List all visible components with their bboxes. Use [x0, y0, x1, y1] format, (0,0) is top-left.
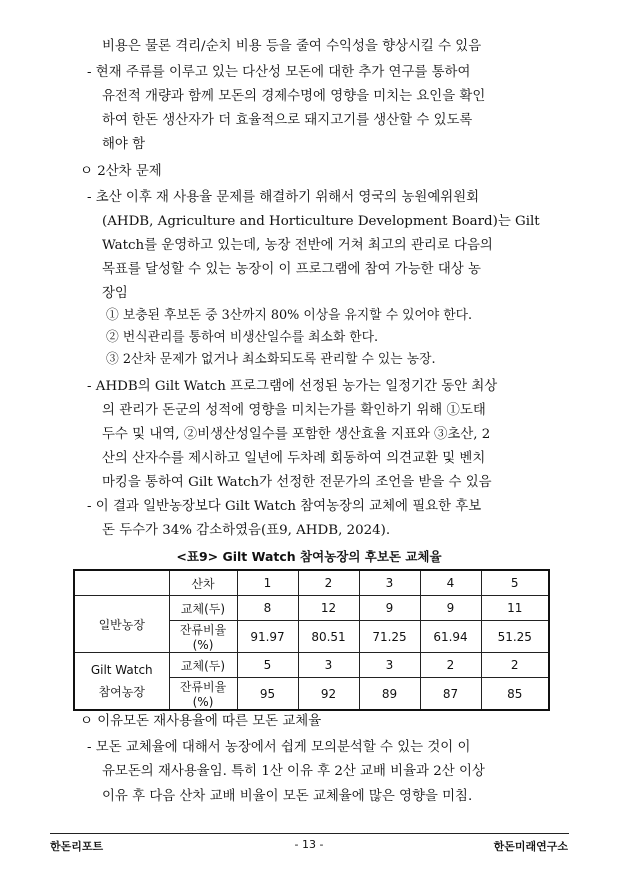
table-cell: 80.51 — [298, 621, 359, 653]
table-cell: 87 — [420, 678, 481, 711]
table-cell: 2 — [481, 653, 549, 678]
text-line: 의 관리가 돈군의 성적에 영향을 미치는가를 확인하기 위해 ①도태 — [102, 403, 486, 418]
table-cell: 8 — [237, 596, 298, 621]
table-header-cell: 5 — [481, 570, 549, 596]
table-header-cell: 1 — [237, 570, 298, 596]
table-cell: 92 — [298, 678, 359, 711]
table-cell: 3 — [359, 653, 420, 678]
text-line: - 현재 주류를 이루고 있는 다산성 모돈에 대한 추가 연구를 통하여 — [87, 65, 471, 80]
table-cell: 71.25 — [359, 621, 420, 653]
group-name-line: Gilt Watch — [90, 663, 153, 677]
text-line: 산의 산자수를 제시하고 일년에 두차례 회동하여 의견교환 및 벤치 — [102, 451, 486, 466]
text-line: 유전적 개량과 함께 모돈의 경제수명에 영향을 미치는 요인을 확인 — [102, 89, 486, 104]
page-number: - 13 - — [294, 838, 324, 851]
table-row-label: 잔류비율(%) — [169, 678, 237, 711]
numbered-item: ③ 2산차 문제가 없거나 최소화되도록 관리할 수 있는 농장. — [106, 352, 436, 367]
table-row-label: 교체(두) — [169, 653, 237, 678]
table-group-cell — [74, 653, 169, 711]
data-table — [73, 569, 550, 711]
table-cell: 91.97 — [237, 621, 298, 653]
text-line: 장임 — [102, 286, 128, 301]
table-header-cell: 산차 — [169, 570, 237, 596]
table-header-row — [74, 570, 549, 596]
table-cell: 9 — [420, 596, 481, 621]
table-cell: 5 — [237, 653, 298, 678]
table-row-label: 교체(두) — [169, 596, 237, 621]
table-caption: <표9> Gilt Watch 참여농장의 후보돈 교체율 — [176, 549, 442, 564]
table-cell: 12 — [298, 596, 359, 621]
text-line: (AHDB, Agriculture and Horticulture Development Board)는 Gilt — [102, 214, 540, 229]
table-corner-cell — [74, 570, 169, 596]
text-line: 마킹을 통하여 Gilt Watch가 선정한 전문가의 조언을 받을 수 있음 — [102, 475, 492, 490]
text-line: 해야 함 — [102, 137, 146, 152]
text-line: 하여 한돈 생산자가 더 효율적으로 돼지고기를 생산할 수 있도록 — [102, 113, 473, 128]
text-line: - 모돈 교체율에 대해서 농장에서 쉽게 모의분석할 수 있는 것이 이 — [87, 740, 471, 755]
section-heading: ㅇ 2산차 문제 — [80, 164, 162, 179]
group-name-line: 참여농장 — [98, 685, 145, 699]
table-row — [74, 596, 549, 621]
text-line: 이유 후 다음 산차 교배 비율이 모돈 교체율에 많은 영향을 미침. — [102, 789, 473, 804]
footer-right: 한돈미래연구소 — [493, 840, 568, 853]
footer-divider — [50, 833, 569, 834]
table-cell: 51.25 — [481, 621, 549, 653]
table-cell: 95 — [237, 678, 298, 711]
table-header-cell: 3 — [359, 570, 420, 596]
table-row — [74, 653, 549, 678]
numbered-item: ② 번식관리를 통하여 비생산일수를 최소화 한다. — [106, 330, 379, 345]
section-heading: ㅇ 이유모돈 재사용율에 따른 모돈 교체율 — [80, 714, 322, 729]
table-cell: 9 — [359, 596, 420, 621]
text-line: - 이 결과 일반농장보다 Gilt Watch 참여농장의 교체에 필요한 후보 — [87, 499, 482, 514]
numbered-item: ① 보충된 후보돈 중 3산까지 80% 이상을 유지할 수 있어야 한다. — [106, 308, 473, 323]
text-line: - AHDB의 Gilt Watch 프로그램에 선정된 농가는 일정기간 동안 최상 — [87, 379, 498, 394]
table-cell: 61.94 — [420, 621, 481, 653]
table-row-label: 잔류비율(%) — [169, 621, 237, 653]
text-line: 목표를 달성할 수 있는 농장이 이 프로그램에 참여 가능한 대상 농 — [102, 262, 481, 277]
text-line: 비용은 물론 격리/순치 비용 등을 줄여 수익성을 향상시킬 수 있음 — [102, 39, 482, 54]
text-line: - 초산 이후 재 사용율 문제를 해결하기 위해서 영국의 농원예위원회 — [87, 190, 480, 205]
table-cell: 11 — [481, 596, 549, 621]
table-cell: 3 — [298, 653, 359, 678]
table-header-cell: 2 — [298, 570, 359, 596]
text-line: 돈 두수가 34% 감소하였음(표9, AHDB, 2024). — [102, 523, 391, 538]
table-cell: 2 — [420, 653, 481, 678]
table-header-cell: 4 — [420, 570, 481, 596]
table-cell: 89 — [359, 678, 420, 711]
text-line: 유모돈의 재사용율임. 특히 1산 이유 후 2산 교배 비율과 2산 이상 — [102, 764, 485, 779]
table-cell: 85 — [481, 678, 549, 711]
text-line: 두수 및 내역, ②비생산성일수를 포함한 생산효율 지표와 ③초산, 2 — [102, 427, 491, 442]
table-group-cell: 일반농장 — [74, 596, 169, 653]
text-line: Watch를 운영하고 있는데, 농장 전반에 거쳐 최고의 관리로 다음의 — [102, 238, 493, 253]
footer-left: 한돈리포트 — [50, 840, 104, 853]
